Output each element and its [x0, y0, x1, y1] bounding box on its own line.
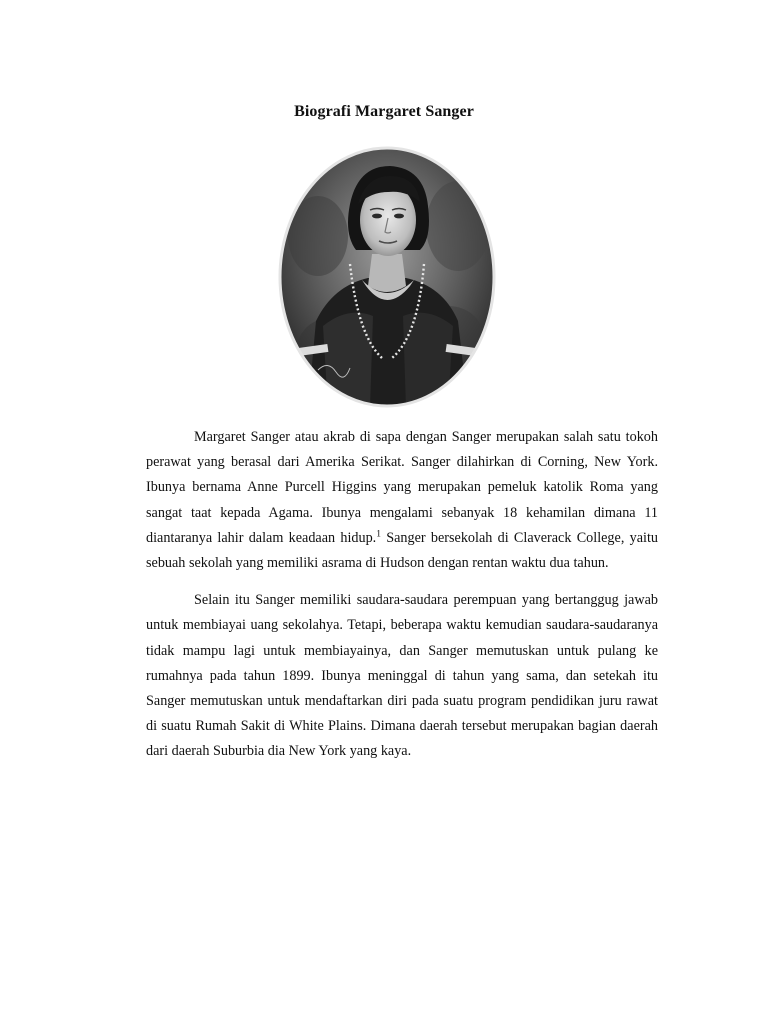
paragraph-1-text-continued: Sanger bersekolah di Claverack College, yaitu sebuah sekolah yang memiliki asrama di Hudson dengan rentan waktu dua tahun.: [146, 529, 659, 572]
page-title: Biografi Margaret Sanger: [294, 103, 474, 120]
paragraph-1: [146, 425, 658, 576]
paragraph-2: Selain itu Sanger memiliki saudara-saudara perempuan yang bertanggug jawab untuk membiayai uang sekolahya. Tetapi, beberapa waktu kemudian saudara-saudaranya tidak mampu lagi untuk membiayainya, dan Sanger memutuskan untuk pulang ke rumahnya pada tahun 1899. Ibunya meninggal di tahun yang sama, dan setekah itu Sanger memutuskan untuk mendaftarkan diri pada suatu program pendidikan juru rawat di suatu Rumah Sakit di White Plains. Dimana daerah tersebut merupakan bagian daerah dari daerah Suburbia dia New York yang kaya.: [146, 592, 658, 760]
portrait-photo: [278, 146, 496, 408]
footnote-marker[interactable]: 1: [376, 529, 381, 540]
body-text: [146, 425, 658, 777]
paragraph-1-text: Margaret Sanger atau akrab di sapa dengan Sanger merupakan salah satu tokoh perawat yang berasal dari Amerika Serikat. Sanger dilahirkan di Corning, New York. Ibunya bernama Anne Purcell Higgins yang merupakan pemeluk katolik Roma yang sangat taat kepada Agama. Ibunya mengalami sebanyak 18 kehamilan dimana 11 diantaranya lahir dalam keadaan hidup.: [146, 429, 658, 546]
